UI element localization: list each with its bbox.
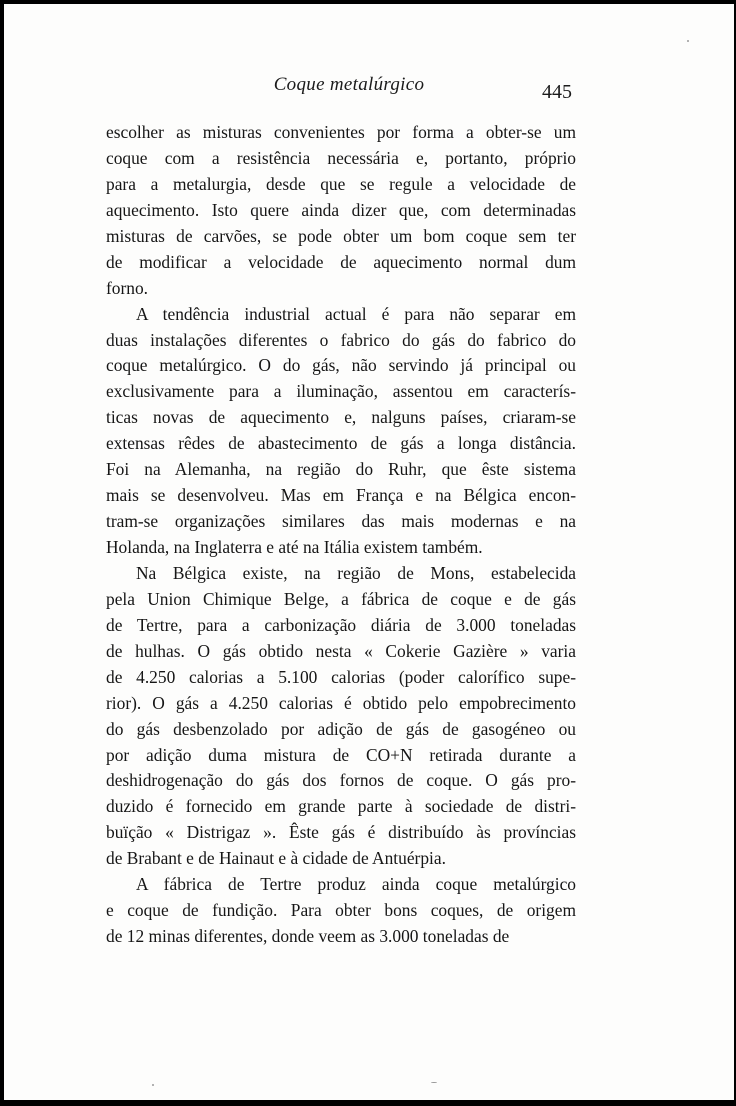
text-line: de 4.250 calorias a 5.100 calorias (poder calorífico supe-	[106, 666, 576, 687]
text-line: Foi na Alemanha, na região do Ruhr, que êste sistema	[106, 459, 576, 480]
text-line: exclusivamente para a iluminação, assentou em caracterís-	[106, 381, 576, 402]
text-line: Na Bélgica existe, na região de Mons, estabelecida	[136, 562, 576, 583]
text-line: Holanda, na Inglaterra e até na Itália existem também.	[106, 537, 483, 557]
text-line: duas instalações diferentes o fabrico do gás do fabrico do	[106, 329, 576, 350]
text-line: de Brabant e de Hainaut e à cidade de Antuérpia.	[106, 848, 446, 869]
paragraph	[106, 561, 576, 872]
text-line: de modificar a velocidade de aquecimento normal dum	[106, 251, 576, 272]
text-line: escolher as misturas convenientes por forma a obter-se um	[106, 122, 576, 142]
paragraph	[106, 120, 576, 302]
text-line: coque metalúrgico. O do gás, não servindo já principal ou	[106, 355, 576, 376]
text-line: A tendência industrial actual é para não separar em	[136, 303, 576, 324]
text-line: de Tertre, para a carbonização diária de 3.000 toneladas	[106, 614, 576, 635]
text-line: A fábrica de Tertre produz ainda coque metalúrgico	[136, 874, 576, 895]
text-line: coque com a resistência necessária e, portanto, próprio	[106, 147, 576, 168]
text-line: do gás desbenzolado por adição de gás de gasogéneo ou	[106, 718, 576, 739]
text-line: aquecimento. Isto quere ainda dizer que, com determinadas	[106, 199, 576, 220]
page-number: 445	[542, 81, 572, 103]
text-line: extensas rêdes de abastecimento de gás a longa distância.	[106, 433, 576, 454]
paragraph	[106, 872, 576, 950]
running-header-title: Coque metalúrgico	[273, 74, 425, 95]
text-line: forno.	[106, 277, 149, 298]
text-line: e coque de fundição. Para obter bons coques, de origem	[106, 900, 576, 921]
text-line: rior). O gás a 4.250 calorias é obtido pelo empobrecimento	[106, 692, 576, 713]
text-line: ticas novas de aquecimento e, nalguns países, criaram-se	[106, 407, 576, 428]
scan-speck	[431, 1082, 437, 1083]
text-line: duzido é fornecido em grande parte à sociedade de distri-	[106, 796, 576, 817]
text-line: por adição duma mistura de CO+N retirada durante a	[106, 744, 576, 765]
text-line: para a metalurgia, desde que se regule a velocidade de	[106, 173, 576, 194]
text-line: de 12 minas diferentes, donde veem as 3.000 toneladas de	[106, 926, 510, 947]
text-line: misturas de carvões, se pode obter um bom coque sem ter	[106, 225, 576, 246]
text-line: deshidrogenação do gás dos fornos de coque. O gás pro-	[106, 770, 576, 791]
text-line: pela Union Chimique Belge, a fábrica de coque e de gás	[106, 588, 576, 609]
body-text	[106, 120, 576, 950]
text-line: buïção « Distrigaz ». Êste gás é distribuído às províncias	[106, 822, 576, 843]
text-line: mais se desenvolveu. Mas em França e na Bélgica encon-	[106, 485, 576, 506]
paragraph	[106, 302, 576, 561]
text-line: tram-se organizações similares das mais modernas e na	[106, 511, 576, 532]
scan-speck	[687, 40, 689, 42]
text-line: de hulhas. O gás obtido nesta « Cokerie Gazière » varia	[106, 640, 576, 661]
scan-speck	[152, 1084, 154, 1086]
